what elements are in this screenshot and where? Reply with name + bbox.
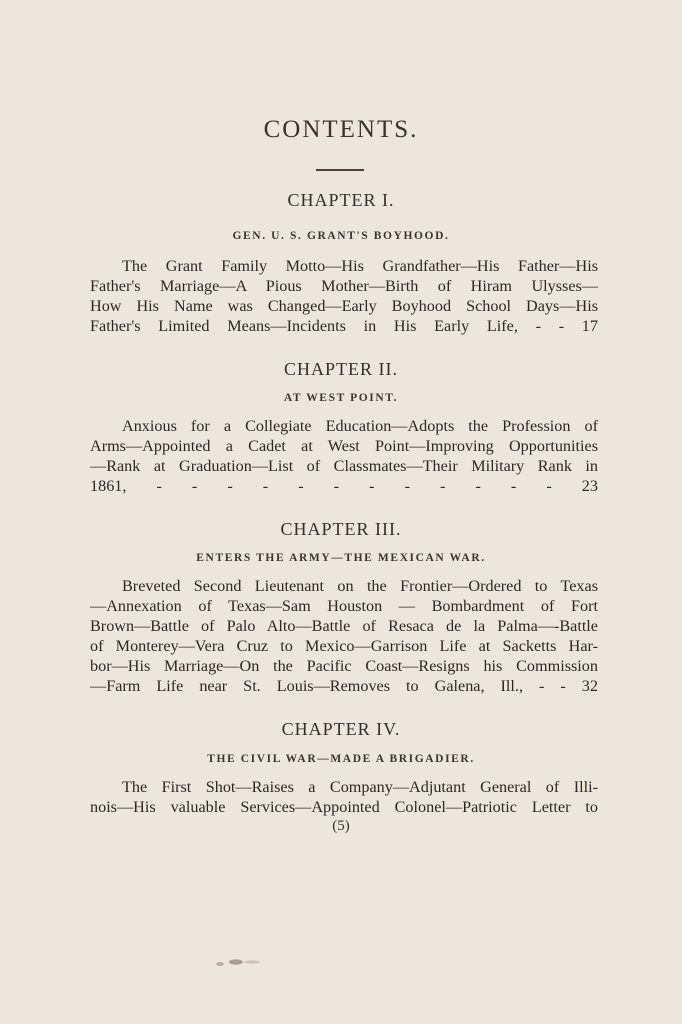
chapter-1-subtitle: GEN. U. S. GRANT'S BOYHOOD. [232, 230, 450, 242]
summary-line-with-page: —Farm Life near St. Louis—Removes to Galena, Ill., - - 32 [90, 677, 598, 695]
chapter-1-heading: CHAPTER I. [287, 190, 395, 210]
summary-line: The Grant Family Motto—His Grandfather—His Father—His [122, 257, 598, 275]
chapter-4-summary [90, 777, 598, 817]
chapter-1-summary [90, 256, 598, 336]
chapter-4-subtitle: THE CIVIL WAR—MADE A BRIGADIER. [207, 753, 475, 765]
ink-smudge-icon [212, 958, 264, 968]
summary-line: How His Name was Changed—Early Boyhood School Days—His [90, 297, 598, 315]
summary-line: of Monterey—Vera Cruz to Mexico—Garrison Life at Sacketts Har- [90, 637, 598, 655]
summary-line: Breveted Second Lieutenant on the Frontier—Ordered to Texas [122, 577, 598, 595]
summary-line: nois—His valuable Services—Appointed Colonel—Patriotic Letter to [90, 798, 598, 816]
summary-line: —Annexation of Texas—Sam Houston — Bombardment of Fort [90, 597, 598, 615]
summary-line: —Rank at Graduation—List of Classmates—Their Military Rank in [90, 457, 598, 475]
page-title: CONTENTS. [263, 116, 419, 143]
summary-line-with-page: Father's Limited Means—Incidents in His Early Life, - - 17 [90, 317, 598, 335]
chapter-3-summary [90, 576, 598, 696]
summary-line: Brown—Battle of Palo Alto—Battle of Resaca de la Palma—-Battle [90, 617, 598, 635]
summary-line: Anxious for a Collegiate Education—Adopts the Profession of [122, 417, 598, 435]
summary-line-with-page: 1861, - - - - - - - - - - - - 23 [90, 477, 598, 495]
chapter-4-heading: CHAPTER IV. [281, 719, 401, 739]
summary-line: The First Shot—Raises a Company—Adjutant General of Illi- [122, 778, 598, 796]
title-rule [316, 169, 364, 171]
chapter-3-heading: CHAPTER III. [280, 519, 402, 539]
summary-line: bor—His Marriage—On the Pacific Coast—Resigns his Commission [90, 657, 598, 675]
summary-line: Arms—Appointed a Cadet at West Point—Improving Opportunities [90, 437, 598, 455]
chapter-2-summary [90, 416, 598, 496]
page-number: (5) [332, 818, 350, 834]
summary-line: Father's Marriage—A Pious Mother—Birth of Hiram Ulysses— [90, 277, 598, 295]
chapter-2-subtitle: AT WEST POINT. [283, 392, 399, 404]
chapter-3-subtitle: ENTERS THE ARMY—THE MEXICAN WAR. [196, 552, 486, 564]
chapter-2-heading: CHAPTER II. [284, 359, 398, 379]
